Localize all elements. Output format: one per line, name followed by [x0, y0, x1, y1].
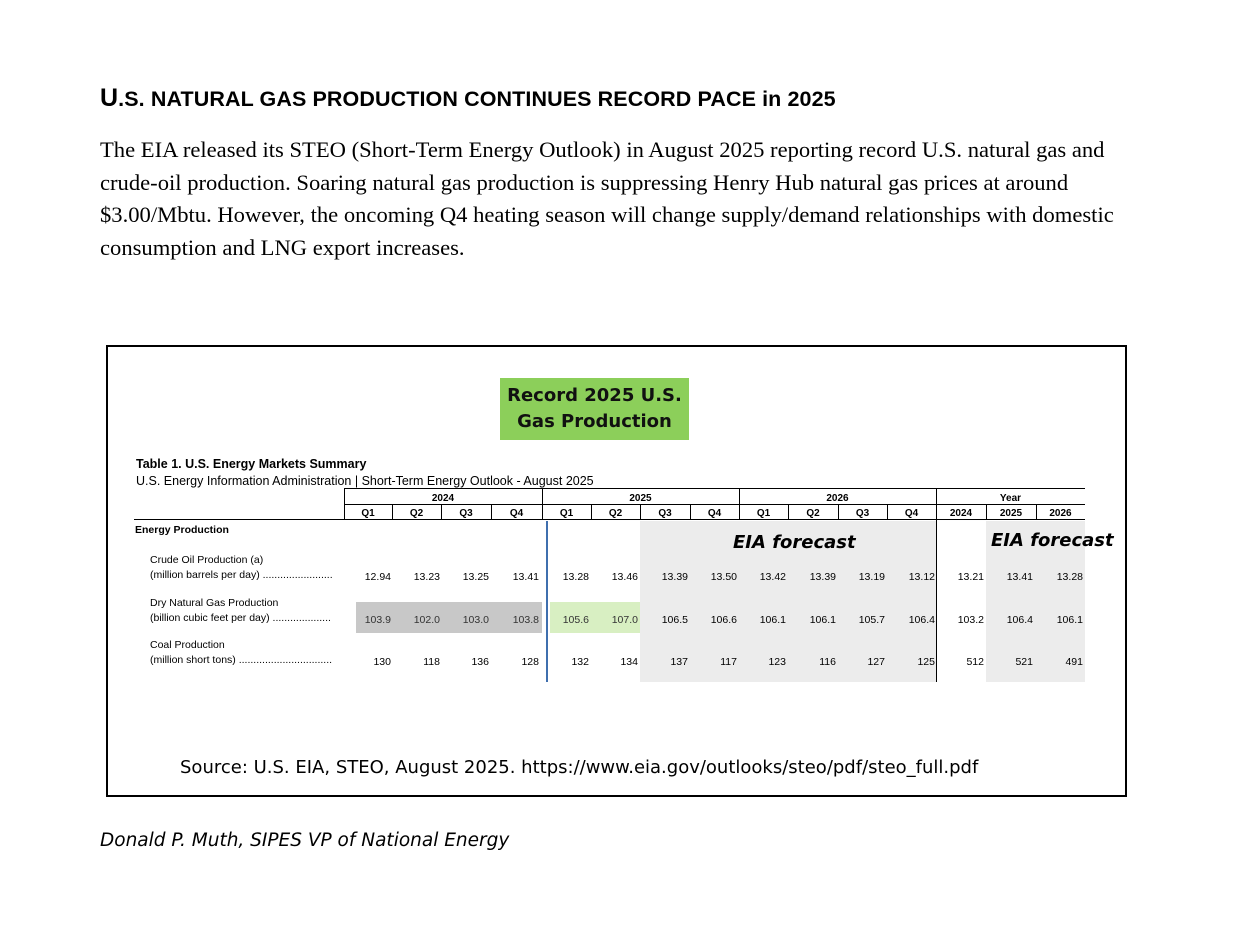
table-cell: 106.1: [759, 614, 786, 626]
intro-paragraph: The EIA released its STEO (Short-Term Energy Outlook) in August 2025 reporting record U.S. natural gas and crude-oil production. Soaring natural gas production is suppressing Henry Hub natural gas prices at around $3.00/Mbtu. However, the oncoming Q4 heating season will change supply/demand relationships with domestic consumption and LNG export increases.: [100, 137, 1114, 260]
table-cell: 106.5: [661, 614, 688, 626]
column-header: Q3: [855, 508, 870, 519]
column-header: Q4: [509, 508, 524, 519]
table-cell: 103.8: [512, 614, 539, 626]
table-subtitle: U.S. Energy Information Administration | Short-Term Energy Outlook - August 2025: [136, 474, 594, 488]
table-cell: 137: [670, 656, 688, 668]
table-cell: 132: [571, 656, 589, 668]
column-header: Q4: [904, 508, 919, 519]
year-group-2024: 2024: [431, 493, 455, 504]
column-header: Q1: [361, 508, 375, 519]
table-cell: 13.23: [413, 571, 440, 583]
section-label-energy-production: Energy Production: [135, 524, 229, 536]
table-cell: 105.7: [858, 614, 885, 626]
row-label-coal: [150, 638, 332, 668]
row-label-crude-oil: [150, 553, 333, 583]
column-header: Q1: [559, 508, 574, 519]
table-cell: 12.94: [364, 571, 391, 583]
table-cell: 116: [819, 656, 836, 668]
table-cell: 118: [423, 656, 440, 668]
table-cell: 491: [1065, 656, 1083, 668]
table-cell: 13.46: [611, 571, 638, 583]
table-cell: 13.21: [957, 571, 984, 583]
column-header: 2024: [949, 508, 973, 519]
row-unit: (billion cubic feet per day) ....................: [150, 612, 331, 624]
table-cell: 106.1: [1056, 614, 1083, 626]
table-cell: 106.1: [809, 614, 836, 626]
table-cell: 13.41: [1006, 571, 1033, 583]
column-header: Q4: [707, 508, 722, 519]
table-cell: 13.28: [562, 571, 589, 583]
table-cell: 123: [768, 656, 786, 668]
row-unit: (million short tons) ................................: [150, 654, 333, 666]
table-title: Table 1. U.S. Energy Markets Summary: [136, 457, 367, 471]
table-cell: 117: [720, 656, 737, 668]
row-name: Coal Production: [150, 639, 225, 651]
forecast-label-annual: EIA forecast: [991, 530, 1114, 551]
column-header: Q2: [409, 508, 424, 519]
table-cell: 107.0: [611, 614, 638, 626]
table-cell: 136: [471, 656, 489, 668]
table-cell: 103.0: [462, 614, 489, 626]
table-cell: 106.4: [1006, 614, 1033, 626]
table-cell: 106.6: [710, 614, 737, 626]
table-cell: 103.9: [364, 614, 391, 626]
author-byline: Donald P. Muth, SIPES VP of National Energy: [100, 830, 510, 851]
table-cell: 521: [1015, 656, 1033, 668]
column-header: 2026: [1049, 508, 1072, 519]
header-top-rule: [344, 488, 1085, 489]
table-cell: 13.50: [710, 571, 737, 583]
table-cell: 13.39: [661, 571, 688, 583]
column-header: Q2: [608, 508, 623, 519]
forecast-label-quarterly: EIA forecast: [733, 532, 856, 553]
row-unit: (million barrels per day) ........................: [150, 569, 333, 581]
row-label-natural-gas: [150, 596, 331, 626]
table-cell: 13.12: [908, 571, 935, 583]
year-group-2026: 2026: [826, 493, 849, 504]
year-group-2025: 2025: [629, 493, 652, 504]
table-cell: 125: [917, 656, 935, 668]
table-cell: 130: [373, 656, 391, 668]
column-header: 2025: [999, 508, 1023, 519]
table-cell: 13.25: [462, 571, 489, 583]
table-cell: 134: [620, 656, 638, 668]
page-headline: [100, 84, 1140, 113]
table-cell: 106.4: [908, 614, 935, 626]
table-cell: 128: [521, 656, 539, 668]
column-header: Q1: [756, 508, 771, 519]
column-header: Q2: [806, 508, 820, 519]
table-cell: 13.39: [809, 571, 836, 583]
column-header: Q3: [658, 508, 672, 519]
table-cell: 102.0: [413, 614, 440, 626]
table-cell: 13.28: [1056, 571, 1083, 583]
table-cell: 103.2: [957, 614, 984, 626]
table-cell: 13.41: [512, 571, 539, 583]
row-name: Dry Natural Gas Production: [150, 597, 279, 609]
headline-rest: .S. NATURAL GAS PRODUCTION CONTINUES RECORD PACE in 2025: [118, 87, 836, 111]
badge-line-2: Gas Production: [517, 411, 672, 432]
table-cell: 127: [867, 656, 885, 668]
year-group-annual: Year: [999, 493, 1022, 504]
row-name: Crude Oil Production (a): [150, 554, 264, 566]
energy-summary-figure: [106, 345, 1127, 797]
table-cell: 105.6: [562, 614, 589, 626]
column-header: Q3: [459, 508, 473, 519]
table-cell: 13.19: [858, 571, 885, 583]
headline-initial: U: [100, 84, 119, 112]
table-cell: 13.42: [759, 571, 786, 583]
table-cell: 512: [966, 656, 984, 668]
record-production-badge: [500, 378, 689, 440]
badge-line-1: Record 2025 U.S.: [507, 385, 682, 406]
actual-forecast-divider: [546, 521, 548, 682]
source-citation: Source: U.S. EIA, STEO, August 2025. https://www.eia.gov/outlooks/steo/pdf/steo_full.pdf: [180, 757, 979, 778]
